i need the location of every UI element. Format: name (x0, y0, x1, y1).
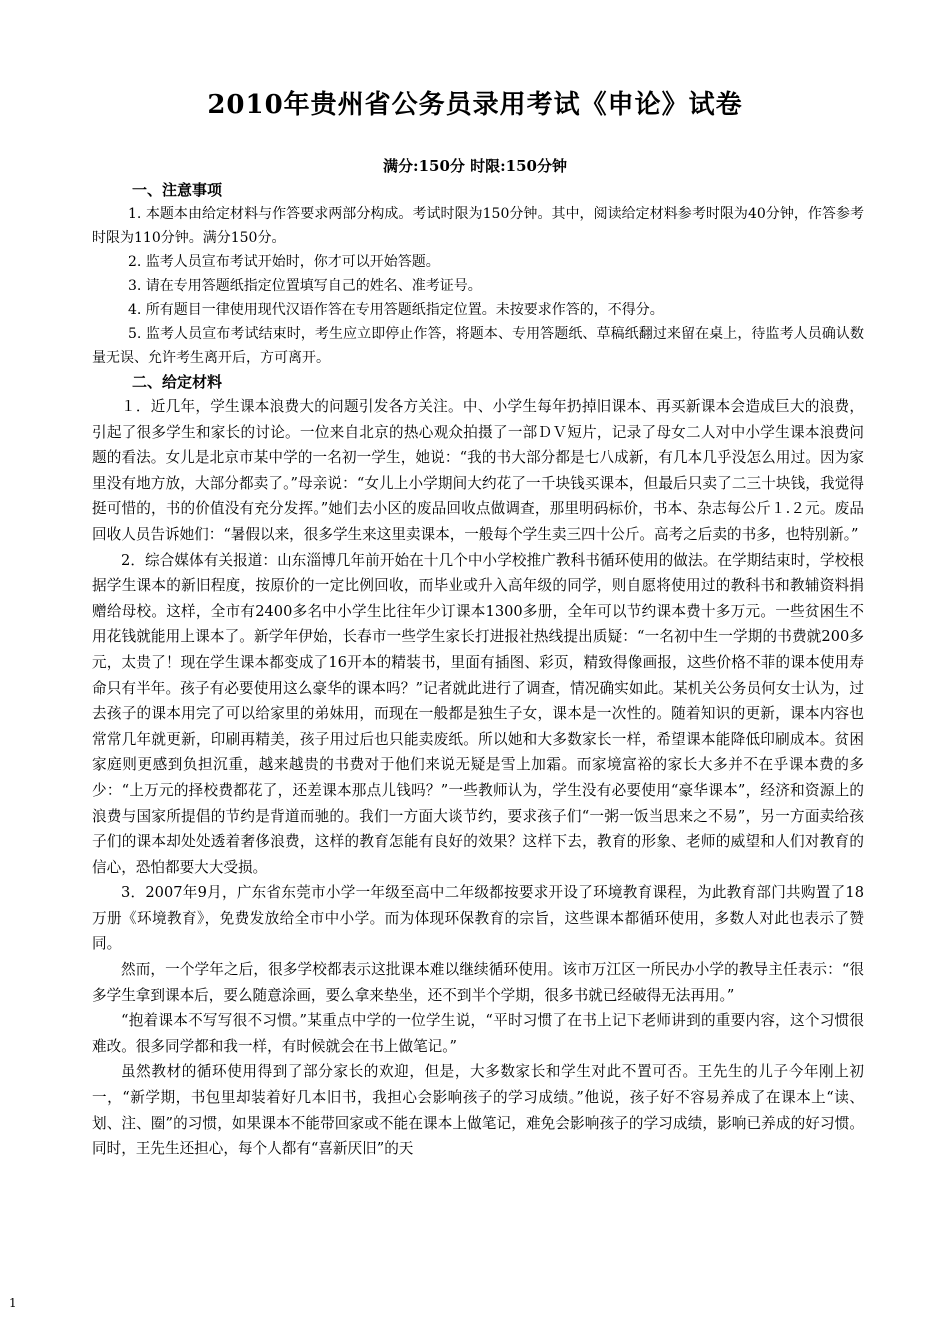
section-heading-materials: 二、给定材料 (132, 373, 223, 391)
material-paragraph: “抱着课本不写写很不习惯。”某重点中学的一位学生说，“平时习惯了在书上记下老师讲到的重要内容，这个习惯很难改。很多同学都和我一样，有时候就会在书上做笔记。” (92, 1012, 864, 1055)
material-paragraph: 然而，一个学年之后，很多学校都表示这批课本难以继续循环使用。该市万江区一所民办小学的教导主任表示：“很多学生拿到课本后，要么随意涂画，要么拿来垫坐，还不到半个学期，很多书就已经破得无法再用。” (92, 961, 864, 1004)
notice-item: 5. 监考人员宣布考试结束时，考生应立即停止作答，将题本、专用答题纸、草稿纸翻过来留在桌上，待监考人员确认数量无误、允许考生离开后，方可离开。 (92, 326, 864, 366)
notice-item: 1. 本题本由给定材料与作答要求两部分构成。考试时限为150分钟。其中，阅读给定材料参考时限为40分钟，作答参考时限为110分钟。满分150分。 (92, 206, 864, 246)
material-paragraph: 3．2007年9月，广东省东莞市小学一年级至高中二年级都按要求开设了环境教育课程，为此教育部门共购置了18万册《环境教育》，免费发放给全市中小学。而为体现环保教育的宗旨，这些课本都循环使用，多数人对此也表示了赞同。 (92, 884, 864, 953)
page-number: 1 (9, 1296, 17, 1310)
notice-item: 2. 监考人员宣布考试开始时，你才可以开始答题。 (128, 254, 440, 270)
material-paragraph: 虽然教材的循环使用得到了部分家长的欢迎，但是，大多数家长和学生对此不置可否。王先生的儿子今年刚上初一，“新学期，书包里却装着好几本旧书，我担心会影响孩子的学习成绩。”他说，孩子好不容易养成了在课本上“读、划、注、圈”的习惯，如果课本不能带回家或不能在课本上做笔记，难免会影响孩子的学习成绩，影响已养成的好习惯。同时，王先生还担心，每个人都有“喜新厌旧”的天 (92, 1063, 864, 1158)
notice-item: 4. 所有题目一律使用现代汉语作答在专用答题纸指定位置。未按要求作答的，不得分。 (128, 302, 664, 318)
material-paragraph: １．近几年，学生课本浪费大的问题引发各方关注。中、小学生每年扔掉旧课本、再买新课本会造成巨大的浪费，引起了很多学生和家长的讨论。一位来自北京的热心观众拍摄了一部ＤＶ短片，记录了母女二人对中小学生课本浪费问题的看法。女儿是北京市某中学的一名初一学生，她说：“我的书大部分都是七八成新，有几本几乎没怎么用过。因为家里没有地方放，大部分都卖了。”母亲说：“女儿上小学期间大约花了一千块钱买课本，但最后只卖了二三十块钱，我觉得挺可惜的，书的价值没有充分发挥。”她们去小区的废品回收点做调查，那里明码标价，书本、杂志每公斤１.２元。废品回收人员告诉她们：“暑假以来，很多学生来这里卖课本，一般每个学生卖三四十公斤。高考之后卖的书多，也特别新。” (92, 398, 864, 543)
notice-item: 3. 请在专用答题纸指定位置填写自己的姓名、准考证号。 (128, 278, 482, 294)
material-paragraph: 2．综合媒体有关报道：山东淄博几年前开始在十几个中小学校推广教科书循环使用的做法。在学期结束时，学校根据学生课本的新旧程度，按原价的一定比例回收，而毕业或升入高年级的同学，则自愿将使用过的教科书和教辅资料捐赠给母校。这样，全市有2400多名中小学生比往年少订课本1300多册，全年可以节约课本费十多万元。一些贫困生不用花钱就能用上课本了。新学年伊始，长春市一些学生家长打进报社热线提出质疑：“一名初中生一学期的书费就200多元，太贵了！现在学生课本都变成了16开本的精装书，里面有插图、彩页，精致得像画报，这些价格不菲的课本使用寿命只有半年。孩子有必要使用这么豪华的课本吗？”记者就此进行了调查，情况确实如此。某机关公务员何女士认为，过去孩子的课本用完了可以给家里的弟妹用，而现在一般都是独生子女，课本是一次性的。随着知识的更新，课本内容也常常几年就更新，印刷再精美，孩子用过后也只能卖废纸。所以她和大多数家长一样，希望课本能降低印刷成本。贫困家庭则更感到负担沉重，越来越贵的书费对于他们来说无疑是雪上加霜。而家境富裕的家长大多并不在乎课本费的多少：“上万元的择校费都花了，还差课本那点儿钱吗？”一些教师认为，学生没有必要使用“豪华课本”，经济和资源上的浪费与国家所提倡的节约是背道而驰的。我们一方面大谈节约，要求孩子们“一粥一饭当思来之不易”，另一方面卖给孩子们的课本却处处透着奢侈浪费，这样的教育怎能有良好的效果？这样下去，教育的形象、老师的威望和人们对教育的信心，恐怕都要大大受损。 (92, 551, 864, 876)
document-title: 2010年贵州省公务员录用考试《申论》试卷 (207, 90, 743, 120)
exam-score-time: 满分:150分 时限:150分钟 (383, 157, 567, 175)
document-body (92, 178, 864, 1162)
section-heading-notice: 一、注意事项 (132, 181, 223, 199)
